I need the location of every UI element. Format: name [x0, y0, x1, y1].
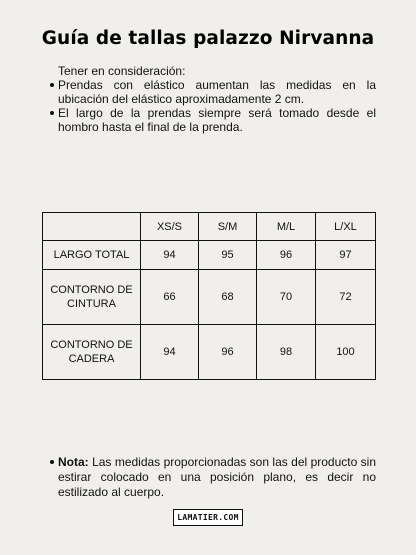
- size-header-xs-s: XS/S: [141, 213, 199, 241]
- table-row: [43, 269, 376, 324]
- page-title: Guía de tallas palazzo Nirvanna: [41, 28, 375, 49]
- row-label-contorno-cadera: CONTORNO DE CADERA: [43, 324, 141, 379]
- footnote-item: [50, 455, 376, 500]
- table-row: [43, 324, 376, 379]
- footnote-text: Las medidas proporcionadas son las del producto sin estirar colocado en una posición plano, es decir no estilizado al cuerpo.: [58, 455, 376, 499]
- row-label-contorno-cintura: CONTORNO DE CINTURA: [43, 269, 141, 324]
- considerations-section: [50, 64, 376, 134]
- table-cell: 100: [316, 324, 376, 379]
- table-cell: 94: [141, 324, 199, 379]
- footnote-label: Nota:: [58, 455, 89, 469]
- size-table: [42, 212, 376, 380]
- table-cell: 70: [257, 269, 316, 324]
- table-cell: 96: [257, 241, 316, 269]
- brand-logo: LAMATIER.COM: [173, 509, 243, 526]
- footnote-section: [50, 455, 376, 500]
- table-cell: 98: [257, 324, 316, 379]
- table-cell: 97: [316, 241, 376, 269]
- table-cell: 66: [141, 269, 199, 324]
- size-header-s-m: S/M: [199, 213, 257, 241]
- table-cell: 96: [199, 324, 257, 379]
- table-cell: 68: [199, 269, 257, 324]
- table-cell: 72: [316, 269, 376, 324]
- consideration-item: El largo de la prendas siempre será tomado desde el hombro hasta el final de la prenda.: [50, 106, 376, 134]
- table-cell: 95: [199, 241, 257, 269]
- considerations-lead: Tener en consideración:: [58, 64, 186, 78]
- size-header-m-l: M/L: [257, 213, 316, 241]
- consideration-item: Prendas con elástico aumentan las medidas en la ubicación del elástico aproximadamente 2 cm.: [50, 78, 376, 106]
- table-cell: 94: [141, 241, 199, 269]
- row-label-largo-total: LARGO TOTAL: [43, 241, 141, 269]
- size-header-l-xl: L/XL: [316, 213, 376, 241]
- size-header-empty: [43, 213, 141, 241]
- table-row: [43, 241, 376, 269]
- size-header-row: [43, 213, 376, 241]
